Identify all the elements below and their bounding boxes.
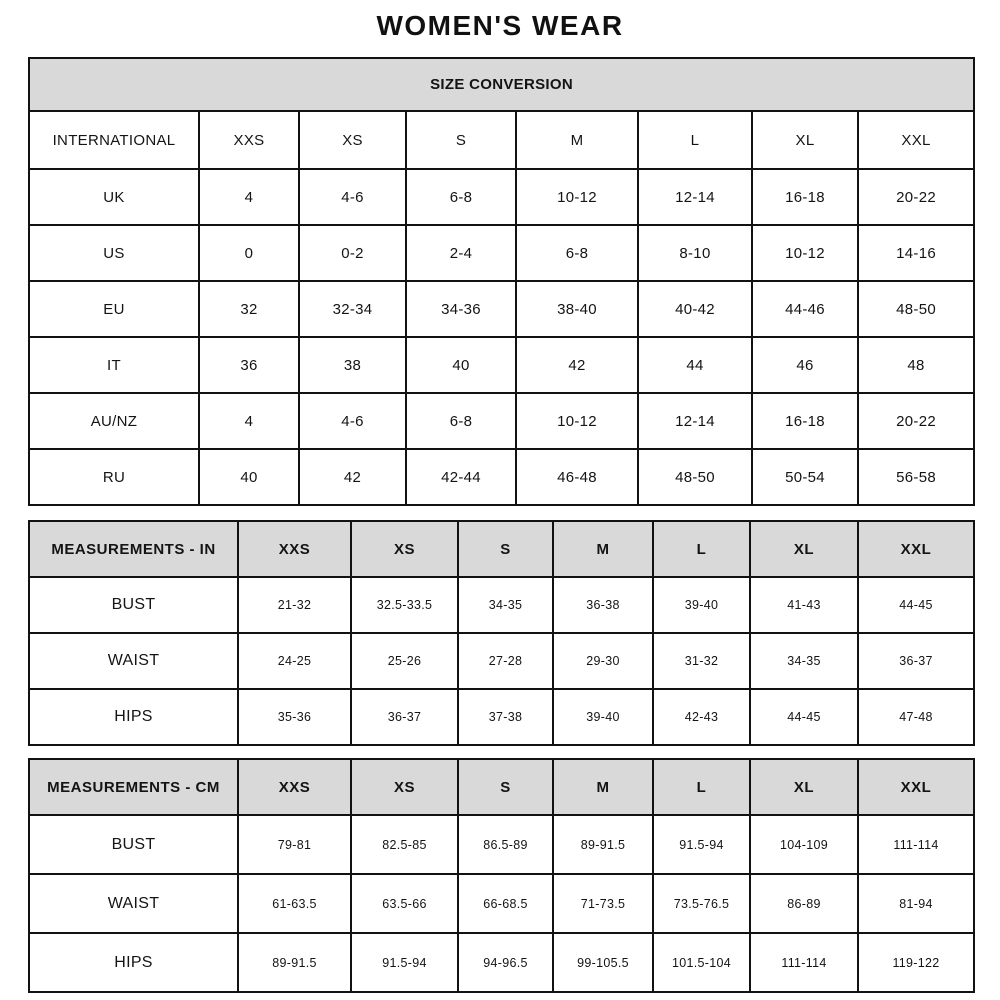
table-cell: 50-54 (752, 449, 858, 505)
table-cell: 31-32 (653, 633, 750, 689)
table-cell: 46 (752, 337, 858, 393)
row-label: US (29, 225, 199, 281)
table-cell: 40-42 (638, 281, 752, 337)
table-cell: 4 (199, 169, 299, 225)
table-cell: 40 (199, 449, 299, 505)
column-header-l: L (638, 111, 752, 169)
table-cell: 42-43 (653, 689, 750, 745)
table-cell: 119-122 (858, 933, 974, 992)
table-cell: 42-44 (406, 449, 516, 505)
table-row (29, 577, 974, 633)
table-cell: 16-18 (752, 169, 858, 225)
column-header-xxs: XXS (199, 111, 299, 169)
table-cell: 42 (516, 337, 638, 393)
table-cell: 79-81 (238, 815, 351, 874)
table-cell: 63.5-66 (351, 874, 458, 933)
column-header-xl: XL (750, 759, 858, 815)
measurements-cm-body (29, 815, 974, 992)
column-header-xxs: XXS (238, 759, 351, 815)
table-cell: 36-37 (858, 633, 974, 689)
measurements-cm-header-row (29, 759, 974, 815)
table-cell: 12-14 (638, 169, 752, 225)
table-cell: 14-16 (858, 225, 974, 281)
column-header-xl: XL (752, 111, 858, 169)
table-cell: 86-89 (750, 874, 858, 933)
table-cell: 91.5-94 (653, 815, 750, 874)
table-row (29, 449, 974, 505)
table-cell: 6-8 (516, 225, 638, 281)
table-cell: 34-35 (750, 633, 858, 689)
table-cell: 39-40 (653, 577, 750, 633)
table-cell: 16-18 (752, 393, 858, 449)
row-label: EU (29, 281, 199, 337)
table-cell: 8-10 (638, 225, 752, 281)
table-cell: 86.5-89 (458, 815, 553, 874)
table-cell: 34-36 (406, 281, 516, 337)
table-cell: 35-36 (238, 689, 351, 745)
table-cell: 104-109 (750, 815, 858, 874)
table-row (29, 169, 974, 225)
measurements-in-header-row (29, 521, 974, 577)
row-label: WAIST (29, 874, 238, 933)
table-row (29, 633, 974, 689)
table-cell: 32.5-33.5 (351, 577, 458, 633)
table-cell: 101.5-104 (653, 933, 750, 992)
table-cell: 4 (199, 393, 299, 449)
column-header-xxl: XXL (858, 521, 974, 577)
table-cell: 12-14 (638, 393, 752, 449)
table-cell: 94-96.5 (458, 933, 553, 992)
table-cell: 10-12 (516, 169, 638, 225)
table-cell: 36-37 (351, 689, 458, 745)
table-cell: 44-45 (858, 577, 974, 633)
table-cell: 44-45 (750, 689, 858, 745)
table-cell: 48-50 (638, 449, 752, 505)
column-header-l: L (653, 521, 750, 577)
table-cell: 82.5-85 (351, 815, 458, 874)
table-cell: 2-4 (406, 225, 516, 281)
column-header-xs: XS (351, 521, 458, 577)
table-cell: 37-38 (458, 689, 553, 745)
table-row (29, 281, 974, 337)
table-cell: 40 (406, 337, 516, 393)
table-cell: 111-114 (858, 815, 974, 874)
size-conversion-body (29, 169, 974, 505)
column-header-xl: XL (750, 521, 858, 577)
measurements-in-table (28, 520, 975, 746)
column-header-m: M (553, 521, 653, 577)
size-conversion-header: SIZE CONVERSION (29, 58, 974, 111)
row-label: HIPS (29, 689, 238, 745)
table-cell: 4-6 (299, 393, 406, 449)
table-row (29, 225, 974, 281)
table-cell: 89-91.5 (553, 815, 653, 874)
table-cell: 89-91.5 (238, 933, 351, 992)
table-cell: 42 (299, 449, 406, 505)
table-cell: 32 (199, 281, 299, 337)
table-cell: 99-105.5 (553, 933, 653, 992)
column-header-l: L (653, 759, 750, 815)
table-cell: 44 (638, 337, 752, 393)
table-cell: 20-22 (858, 393, 974, 449)
table-cell: 73.5-76.5 (653, 874, 750, 933)
table-cell: 36 (199, 337, 299, 393)
table-cell: 111-114 (750, 933, 858, 992)
table-row (29, 337, 974, 393)
column-header-xxl: XXL (858, 759, 974, 815)
table-row (29, 874, 974, 933)
table-cell: 27-28 (458, 633, 553, 689)
table-cell: 24-25 (238, 633, 351, 689)
table-cell: 10-12 (516, 393, 638, 449)
table-cell: 71-73.5 (553, 874, 653, 933)
column-header-s: S (458, 521, 553, 577)
table-cell: 32-34 (299, 281, 406, 337)
page-title: WOMEN'S WEAR (376, 10, 624, 41)
table-cell: 61-63.5 (238, 874, 351, 933)
table-cell: 47-48 (858, 689, 974, 745)
row-label: BUST (29, 577, 238, 633)
column-header-s: S (406, 111, 516, 169)
row-label: AU/NZ (29, 393, 199, 449)
table-cell: 20-22 (858, 169, 974, 225)
measurements-cm-header: MEASUREMENTS - CM (29, 759, 238, 815)
column-header-xxl: XXL (858, 111, 974, 169)
table-cell: 46-48 (516, 449, 638, 505)
table-cell: 21-32 (238, 577, 351, 633)
column-header-m: M (553, 759, 653, 815)
table-cell: 81-94 (858, 874, 974, 933)
column-header-international: INTERNATIONAL (29, 111, 199, 169)
table-cell: 41-43 (750, 577, 858, 633)
measurements-in-header: MEASUREMENTS - IN (29, 521, 238, 577)
table-cell: 56-58 (858, 449, 974, 505)
table-cell: 34-35 (458, 577, 553, 633)
table-cell: 4-6 (299, 169, 406, 225)
table-cell: 10-12 (752, 225, 858, 281)
table-cell: 48-50 (858, 281, 974, 337)
row-label: HIPS (29, 933, 238, 992)
column-header-xxs: XXS (238, 521, 351, 577)
measurements-in-body (29, 577, 974, 745)
table-row (29, 393, 974, 449)
table-row (29, 815, 974, 874)
column-header-s: S (458, 759, 553, 815)
column-header-xs: XS (351, 759, 458, 815)
row-label: WAIST (29, 633, 238, 689)
table-cell: 66-68.5 (458, 874, 553, 933)
row-label: IT (29, 337, 199, 393)
row-label: UK (29, 169, 199, 225)
table-cell: 0-2 (299, 225, 406, 281)
size-conversion-title-row (29, 58, 974, 111)
table-cell: 25-26 (351, 633, 458, 689)
table-cell: 36-38 (553, 577, 653, 633)
table-cell: 38-40 (516, 281, 638, 337)
row-label: BUST (29, 815, 238, 874)
size-conversion-table (28, 57, 975, 506)
measurements-cm-table (28, 758, 975, 993)
size-conversion-column-header-row (29, 111, 974, 169)
table-cell: 48 (858, 337, 974, 393)
table-cell: 0 (199, 225, 299, 281)
table-cell: 44-46 (752, 281, 858, 337)
table-cell: 38 (299, 337, 406, 393)
table-cell: 91.5-94 (351, 933, 458, 992)
table-row (29, 689, 974, 745)
table-cell: 39-40 (553, 689, 653, 745)
table-row (29, 933, 974, 992)
column-header-xs: XS (299, 111, 406, 169)
table-cell: 29-30 (553, 633, 653, 689)
row-label: RU (29, 449, 199, 505)
table-cell: 6-8 (406, 169, 516, 225)
table-cell: 6-8 (406, 393, 516, 449)
column-header-m: M (516, 111, 638, 169)
